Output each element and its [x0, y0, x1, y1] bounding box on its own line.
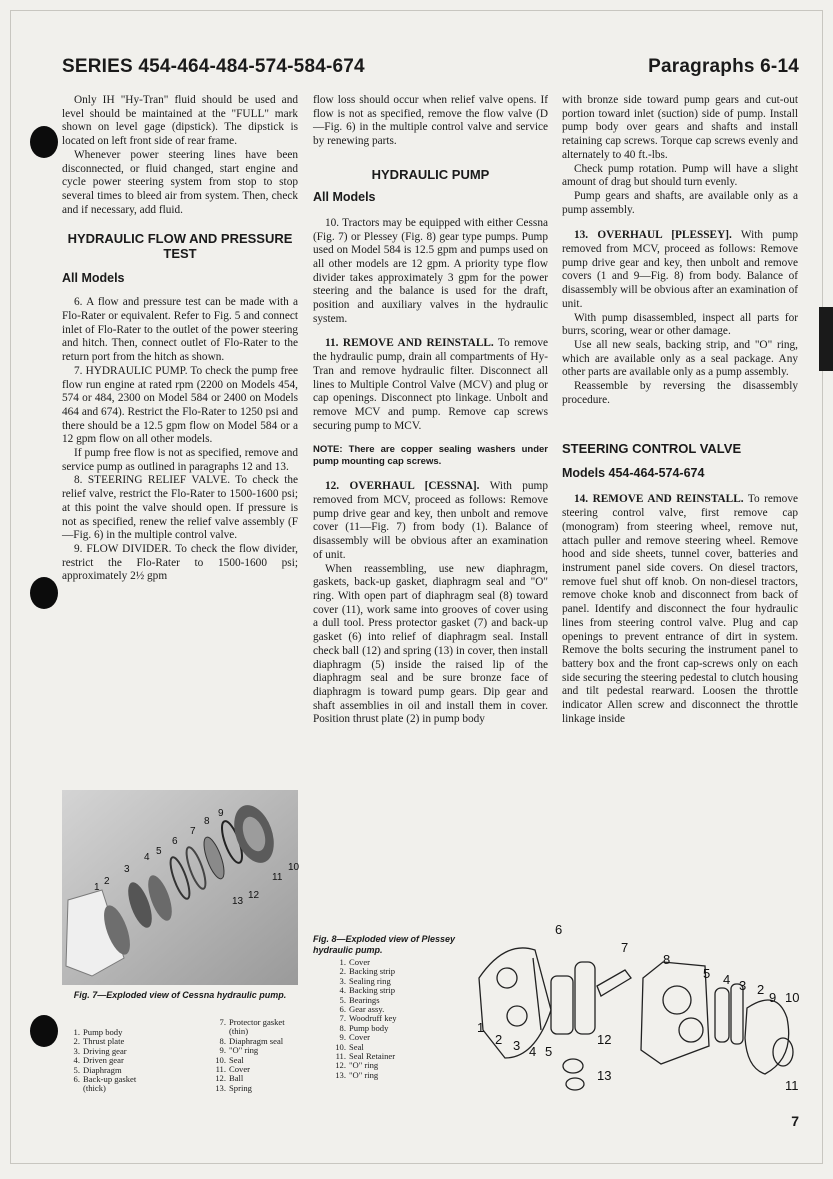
paragraph-bleed: Whenever power steering lines have been disconnected, or fluid changed, start engine and cycle power steering system from stop to stop several times to bleed air from system. Then, check and if necessary, add fluid.	[62, 148, 298, 216]
fig7-legend-item	[212, 1074, 308, 1083]
fig8-callout-11: 11	[785, 1078, 799, 1093]
paragraph-13d: Reassemble by reversing the disassembly procedure.	[562, 380, 798, 406]
fig8-legend-item-text: Cover	[349, 957, 371, 967]
figure-8-drawing	[465, 918, 810, 1113]
note-copper-washers: NOTE: There are copper sealing washers under pump mounting cap screws.	[313, 444, 548, 468]
paragraph-12	[313, 480, 548, 562]
paragraph-13	[562, 229, 798, 311]
fig8-callout-4: 4	[723, 972, 731, 987]
fig8-legend-item-number: 3.	[339, 975, 346, 986]
fig8-legend-item-text: Seal Retainer	[349, 1051, 396, 1062]
fig7-legend-item	[212, 1037, 308, 1046]
fig7-legend-item-number: 5.	[73, 1064, 80, 1075]
paragraph-7: 7. HYDRAULIC PUMP. To check the pump free flow run engine at rated rpm (2200 on Models 454, 574 or 484, 2300 on Model 584 or 2400 on Models 464 and 674). Restrict the Flo-Rater to 1250 psi and there should be a 12.5 gpm flow on Model 584 or a 12 gpm flow on all other models.	[62, 364, 298, 446]
heading-steering-control-valve: STEERING CONTROL VALVE	[562, 441, 742, 457]
fig8-callout-7: 7	[621, 940, 629, 955]
fig8-callout-2: 2	[757, 982, 765, 997]
fig8-legend-item-number: 7.	[339, 1013, 346, 1024]
fig8-legend-item-number: 9.	[339, 1032, 346, 1043]
fig8-callout-8: 8	[663, 952, 671, 967]
paragraph-13-body: With pump removed from MCV, proceed as follows: Remove pump drive gear and key, then unbolt and remove covers (1 and 9—Fig. 8) from body. Balance of disassembly will be obvious after an examination of unit.	[562, 229, 798, 310]
fig7-legend-item	[212, 1046, 308, 1055]
figure-8-legend	[332, 958, 432, 1080]
paragraph-availability: Pump gears and shafts, are available only as a pump assembly.	[562, 189, 798, 216]
paragraph-10: 10. Tractors may be equipped with either Cessna (Fig. 7) or Plessey (Fig. 8) gear type pumps. Pump used on Model 584 is 12.5 gpm and pumps used on all other models are 12 gpm. A priority type flow divider takes approximately 3 gpm for the power steering and the balance is used for the draft, position and auxiliary valves in the hydraulic system.	[313, 216, 548, 325]
fig7-legend-item-number: 7.	[219, 1017, 226, 1027]
fig8-legend-item-text: Pump body	[349, 1022, 389, 1033]
binder-hole-bottom	[30, 1015, 58, 1047]
fig7-legend-item-text: Diaphragm seal	[229, 1035, 284, 1046]
paragraph-13c: Use all new seals, backing strip, and "O" ring, which are available only as a seal package. Any other parts are available only as a pump assembly.	[562, 338, 798, 379]
fig7-callout-10: 10	[288, 862, 300, 873]
fig8-callout-1: 1	[477, 1020, 485, 1035]
fig8-legend-item-number: 4.	[339, 985, 346, 996]
binder-hole-top	[30, 126, 58, 158]
paragraph-14-body: To remove steering control valve, first remove cap (monogram) from steering wheel, remove nut, attach puller and remove steering wheel. Remove hood and side sheets, tunnel cover, batteries and instrument panel side covers. On diesel tractors, remove fuel shut off knob. On non-diesel tractors, remove choke knob and disconnect from back of panel. Identify and disconnect the four hydraulic lines from steering control valve. Plug and cap openings to prevent entrance of dirt in system. Remove the bolts securing the instrument panel to battery box and the front cap-screws only on each side securing the steering pedestal to clutch housing and tilt pedestal rearward. Loosen the throttle indicator Allen screw and disconnect the throttle linkage inside	[562, 493, 798, 725]
fig8-legend-item-text: Bearings	[349, 994, 380, 1005]
fig7-legend-item-number: 10.	[215, 1054, 226, 1065]
paragraph-11-head: 11. REMOVE AND REINSTALL.	[325, 337, 494, 350]
fig7-legend-item-text: Spring	[229, 1082, 252, 1093]
fig7-callout-3: 3	[124, 864, 130, 875]
fig8-legend-item-text: Cover	[349, 1032, 371, 1043]
fig8-legend-item-text: "O" ring	[349, 1069, 379, 1080]
fig7-callout-12: 12	[248, 890, 260, 901]
paragraph-8: 8. STEERING RELIEF VALVE. To check the relief valve, restrict the Flo-Rater to 1500-1600 psi; at this point the valve should open. If pressure is not as specified, renew the relief valve assembly (F—Fig. 6) in the multiple control valve.	[62, 474, 298, 542]
paragraph-14	[562, 493, 798, 726]
paragraph-11-body: To remove the hydraulic pump, drain all compartments of Hy-Tran and remove hydraulic filter. Disconnect all lines to Multiple Control Valve (MCV) and plug or cap openings. Disconnect pto linkage. Unbolt and remove MCV and pump. Remove cap screws securing pump to MCV.	[313, 337, 548, 432]
fig7-legend-item-number: 9.	[219, 1045, 226, 1056]
fig7-callout-8: 8	[204, 816, 210, 827]
column-2	[313, 94, 548, 727]
fig8-legend-item-text: Seal	[349, 1041, 364, 1052]
fig7-legend-item	[212, 1065, 308, 1074]
fig8-callout-12: 12	[597, 1032, 612, 1047]
figure-8-caption: Fig. 8—Exploded view of Plessey hydraulic pump.	[313, 934, 456, 955]
fig7-legend-item-number: 8.	[219, 1035, 226, 1046]
fig8-callout-6: 6	[555, 922, 563, 937]
fig8-legend-item-text: "O" ring	[349, 1060, 379, 1071]
fig8-callout-10: 10	[785, 990, 800, 1005]
fig8-legend-item-text: Backing strip	[349, 985, 396, 996]
fig7-legend-item-text: Protector gasket	[229, 1017, 285, 1027]
fig8-callout-5: 5	[545, 1044, 553, 1059]
fig7-legend-item	[212, 1084, 308, 1093]
heading-hydraulic-pump: HYDRAULIC PUMP	[371, 166, 490, 182]
paragraph-13b: With pump disassembled, inspect all parts for burrs, scoring, wear or other damage.	[562, 311, 798, 338]
fig7-legend-item-text: "O" ring	[229, 1045, 259, 1056]
fig8-legend-item-text: Woodruff key	[349, 1013, 397, 1024]
heading-all-models: All Models	[62, 271, 125, 286]
fig7-legend-item-text: Driven gear	[83, 1055, 124, 1066]
fig7-legend-item-text: Thrust plate	[83, 1036, 125, 1047]
column-1	[62, 94, 298, 584]
fig8-legend-item	[332, 1052, 432, 1061]
fig7-callout-5: 5	[156, 846, 162, 857]
fig7-legend-item	[66, 1075, 166, 1084]
paragraph-9: 9. FLOW DIVIDER. To check the flow divider, restrict the Flo-Rater to 1500-1600 psi; approximately 2½ gpm	[62, 542, 298, 583]
fig7-callout-2: 2	[104, 876, 110, 887]
paragraph-rotation: Check pump rotation. Pump will have a slight amount of drag but should turn evenly.	[562, 162, 798, 189]
fig7-legend-item-text: Pump body	[83, 1027, 123, 1037]
fig7-callout-6: 6	[172, 836, 178, 847]
fig7-legend-item-number: 12.	[215, 1073, 226, 1084]
figure-7-legend-b	[212, 1018, 308, 1093]
fig8-legend-item-number: 5.	[339, 994, 346, 1005]
fig7-legend-item	[212, 1056, 308, 1065]
fig7-legend-item-text: (thin)	[229, 1026, 249, 1037]
fig8-legend-item	[332, 1033, 432, 1042]
fig7-callout-13: 13	[232, 896, 244, 907]
paragraph-12-cont: with bronze side toward pump gears and cut-out portion toward inlet (suction) side of pump. Install pump body over gears and shafts and install retaining cap screws. Torque cap screws evenly and alternately to 40 ft.-lbs.	[562, 94, 798, 161]
paragraph-6: 6. A flow and pressure test can be made with a Flo-Rater or equivalent. Refer to Fig. 5 and connect inlet of Flo-Rater to the outlet of the power steering and hitch. Then, connect outlet of Flo-Rater to the return port from the hitch as shown.	[62, 296, 298, 364]
fig8-legend-item	[332, 986, 432, 995]
paragraph-11	[313, 337, 548, 433]
section-tab-marker	[819, 307, 833, 371]
fig8-legend-item-text: Sealing ring	[349, 975, 391, 986]
binder-hole-middle	[30, 577, 58, 609]
heading-models: Models 454-464-574-674	[562, 466, 705, 481]
fig7-callout-11: 11	[272, 872, 283, 883]
column-3	[562, 94, 798, 726]
fig7-legend-item-number: 6.	[73, 1074, 80, 1085]
fig8-legend-item	[332, 1061, 432, 1070]
paragraph-9-cont: flow loss should occur when relief valve opens. If flow is not as specified, remove the flow valve (D—Fig. 6) in the multiple control valve and service by renewing parts.	[313, 94, 548, 148]
fig8-legend-item-text: Backing strip	[349, 966, 396, 977]
fig8-callout-4: 4	[529, 1044, 537, 1059]
paragraphs-header: Paragraphs 6-14	[648, 56, 799, 77]
paragraph-12-body: With pump removed from MCV, proceed as follows: Remove pump drive gear and key, then unbolt and remove cover (11—Fig. 7) from body (1). Balance of disassembly will be obvious after an examination of unit.	[313, 480, 548, 561]
paragraph-7b: If pump free flow is not as specified, remove and service pump as outlined in paragraphs 12 and 13.	[62, 447, 298, 473]
fig7-legend-item-text: Back-up gasket	[83, 1074, 137, 1085]
fig7-legend-item-number: 3.	[73, 1045, 80, 1056]
fig8-callout-2: 2	[495, 1032, 503, 1047]
heading-flow-test: HYDRAULIC FLOW AND PRESSURE TEST	[67, 231, 293, 262]
fig7-legend-item-number: 13.	[215, 1082, 226, 1093]
fig7-legend-item-text: (thick)	[83, 1083, 106, 1094]
fig7-legend-item	[66, 1084, 166, 1093]
fig8-legend-item-number: 12.	[335, 1060, 346, 1071]
fig7-legend-item-number: 4.	[73, 1055, 80, 1066]
fig7-legend-item-text: Diaphragm	[83, 1064, 122, 1075]
fig8-callout-5: 5	[703, 966, 711, 981]
fig7-callout-4: 4	[144, 852, 150, 863]
paragraph-fluid: Only IH "Hy-Tran" fluid should be used and level should be maintained at the "FULL" mark shown on level gage (dipstick). The dipstick is located on left front side of rear frame.	[62, 94, 298, 148]
fig8-legend-item-text: Gear assy.	[349, 1004, 385, 1015]
heading-all-models-2: All Models	[313, 189, 376, 204]
fig7-legend-item-number: 1.	[73, 1027, 80, 1037]
fig8-legend-item-number: 11.	[335, 1051, 346, 1062]
fig7-callout-7: 7	[190, 826, 196, 837]
fig8-legend-item-number: 8.	[339, 1022, 346, 1033]
fig7-legend-item-number	[66, 1084, 80, 1093]
plessey-pump-exploded-drawing	[465, 918, 810, 1113]
fig7-legend-item-number: 2.	[73, 1036, 80, 1047]
figure-7-caption: Fig. 7—Exploded view of Cessna hydraulic pump.	[73, 990, 287, 1000]
fig8-callout-13: 13	[597, 1068, 612, 1083]
fig7-legend-item-text: Cover	[229, 1064, 251, 1075]
fig7-legend-item-number: 11.	[215, 1064, 226, 1075]
fig8-legend-item	[332, 1024, 432, 1033]
fig8-legend-item-number: 6.	[339, 1004, 346, 1015]
fig7-callout-1: 1	[94, 882, 100, 893]
fig8-callout-3: 3	[513, 1038, 521, 1053]
fig8-legend-item-number: 2.	[339, 966, 346, 977]
fig8-callout-9: 9	[769, 990, 777, 1005]
paragraph-14-head: 14. REMOVE AND REINSTALL.	[574, 493, 744, 506]
fig7-legend-item-text: Driving gear	[83, 1045, 127, 1056]
fig7-legend-item-text: Ball	[229, 1073, 244, 1084]
fig8-legend-item-number: 13.	[335, 1069, 346, 1080]
fig8-legend-item-number: 10.	[335, 1041, 346, 1052]
fig8-legend-item	[332, 1071, 432, 1080]
figure-7-photo	[62, 790, 298, 985]
page-number: 7	[791, 1113, 799, 1129]
fig7-legend-item	[212, 1018, 308, 1027]
paragraph-13-head: 13. OVERHAUL [PLESSEY].	[574, 229, 732, 242]
fig7-legend-item-text: Seal	[229, 1054, 244, 1065]
fig7-callout-9: 9	[218, 808, 224, 819]
paragraph-12-head: 12. OVERHAUL [CESSNA].	[325, 480, 480, 493]
fig8-legend-item-number: 1.	[339, 957, 346, 967]
series-header: SERIES 454-464-484-574-584-674	[62, 56, 365, 77]
fig8-callout-3: 3	[739, 978, 747, 993]
paragraph-12b: When reassembling, use new diaphragm, gaskets, back-up gasket, diaphragm seal and "O" ring. With open part of diaphragm seal (8) toward cover (11), work same into grooves of cover using a dull tool. Press protector gasket (7) and back-up gasket (6) into relief of diaphragm seal. Install check ball (12) and spring (13) in cover, then install diaphragm (5) inside the raised lip of the diaphragm seal and be sure bronze face of diaphragm is toward pump gears. Dip gear and shaft assemblies in oil and install them in cover. Position thrust plate (2) in pump body	[313, 562, 548, 726]
figure-7-legend-a	[66, 1028, 166, 1094]
